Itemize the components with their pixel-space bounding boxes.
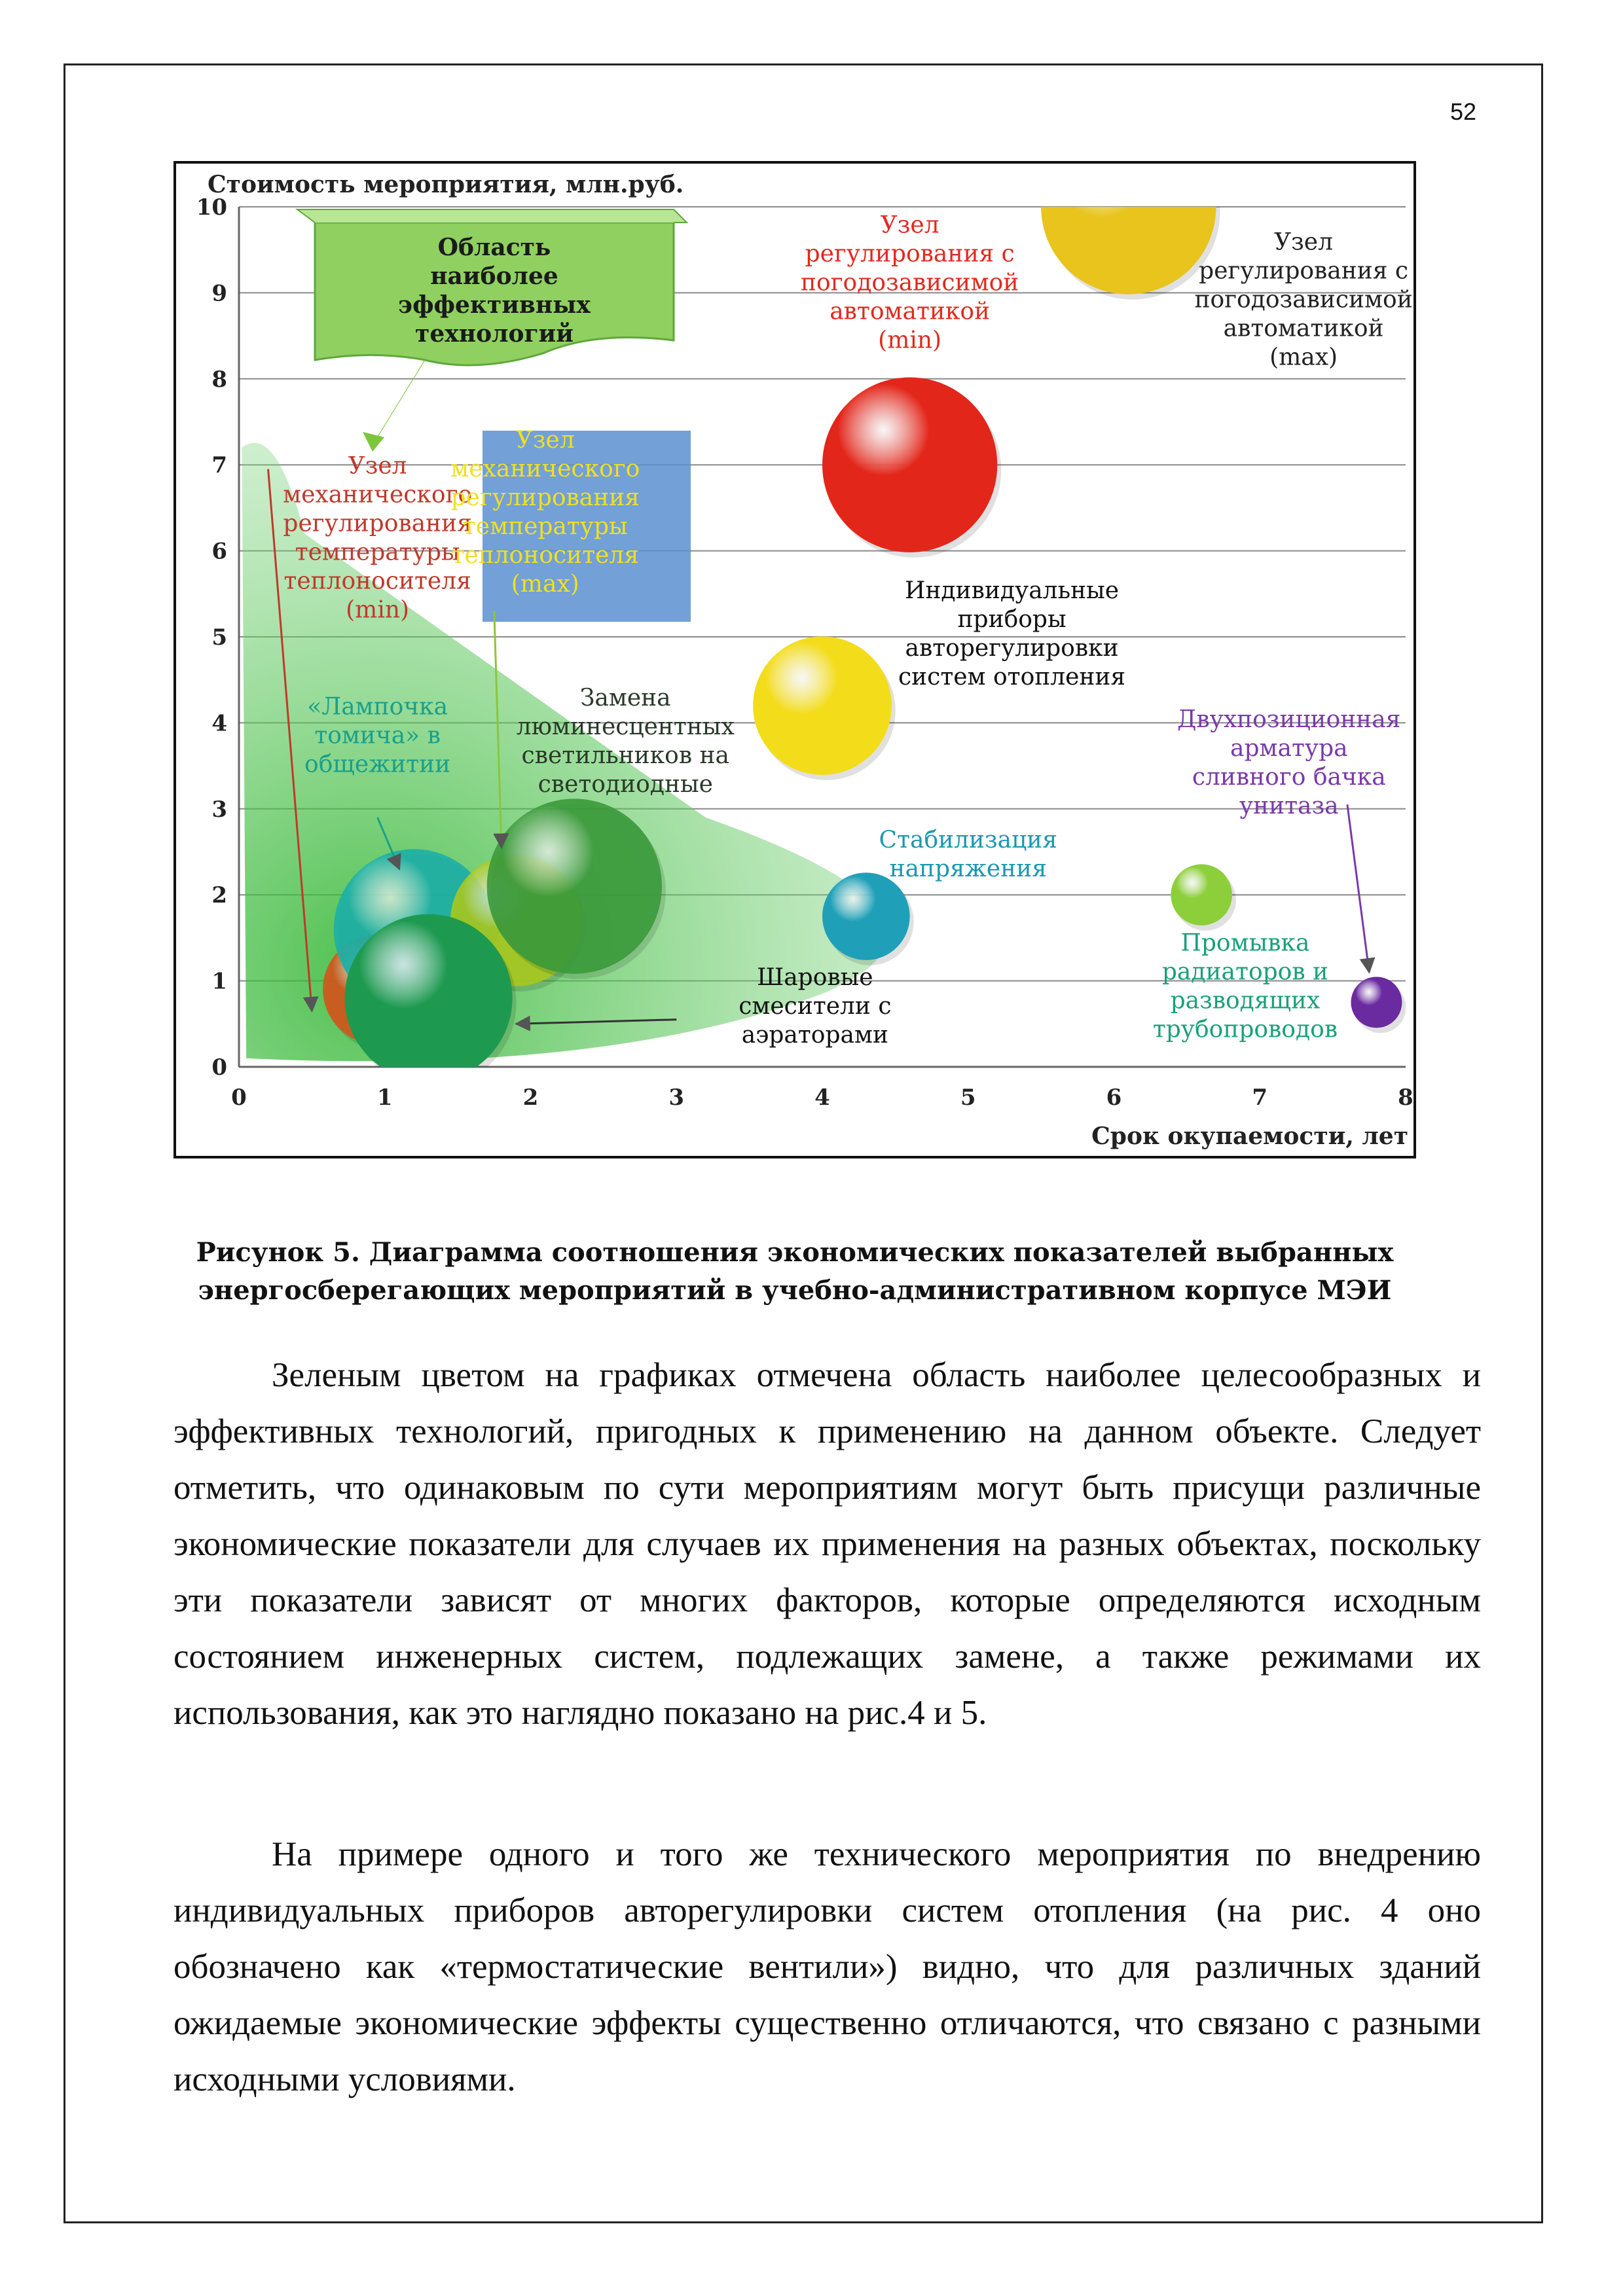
callout-text: технологий bbox=[415, 320, 574, 348]
paragraph-1-text: Зеленым цветом на графиках отмечена область наиболее целесообразных и эффективных технологий, пригодных к применению на данном объекте. Следует отметить, что одинаковым по сути мероприятиям могут быть присущи различные экономические показатели для случаев их применения на разных объектах, поскольку эти показатели зависят от многих факторов, которые определяются исходным состоянием инженерных систем, подлежащих замене, а также режимами их использования, как это наглядно показано на рис.4 и 5. bbox=[173, 1356, 1481, 1732]
bubble-label-line: регулирования с bbox=[805, 240, 1015, 268]
bubble-label-line: авторегулировки bbox=[905, 634, 1119, 662]
bubble-label bbox=[739, 964, 891, 1049]
bubble-label-line: Шаровые bbox=[757, 964, 873, 992]
bubble-label-line: температуры bbox=[462, 512, 628, 540]
bubble-label-line: механического bbox=[283, 481, 473, 509]
y-tick-label: 4 bbox=[211, 710, 227, 737]
bubble-label-line: Замена bbox=[579, 685, 671, 712]
bubble-label-line: Узел bbox=[880, 211, 939, 239]
x-tick-label: 2 bbox=[522, 1085, 539, 1111]
paragraph-2-text: На примере одного и того же технического мероприятия по внедрению индивидуальных приборов авторегулировки систем отопления (на рис. 4 оно обозначено как «термостатические вентили») видно, что для различных зданий ожидаемые экономические эффекты существенно отличаются, что связано с разными исходными условиями. bbox=[173, 1835, 1481, 2098]
bubble-label-line: напряжения bbox=[889, 855, 1047, 882]
bubble-label-line: Двухпозиционная bbox=[1177, 706, 1401, 733]
bubble bbox=[1171, 864, 1232, 925]
bubble-label-line: механического bbox=[450, 455, 640, 482]
bubble-label-line: разводящих bbox=[1170, 987, 1321, 1014]
callout-curl bbox=[297, 209, 687, 223]
bubble-label-line: радиаторов и bbox=[1161, 958, 1329, 986]
paragraph-2 bbox=[173, 1826, 1481, 2108]
bubble-label-line: (min) bbox=[346, 596, 410, 624]
bubble-label-line: сливного бачка bbox=[1192, 763, 1386, 791]
bubble-label-line: Узел bbox=[348, 452, 407, 480]
y-tick-label: 7 bbox=[211, 452, 227, 479]
y-tick-label: 3 bbox=[211, 796, 227, 823]
bubble-label-line: аэраторами bbox=[741, 1022, 888, 1049]
bubble-label-line: светодиодные bbox=[538, 771, 713, 798]
caption-line-2: энергосберегающих мероприятий в учебно-административном корпусе МЭИ bbox=[198, 1275, 1392, 1306]
callout-text: эффективных bbox=[398, 291, 591, 319]
x-tick-label: 4 bbox=[814, 1085, 830, 1111]
x-tick-label: 1 bbox=[376, 1085, 393, 1111]
bubble-label-line: погодозависимой bbox=[1194, 286, 1413, 314]
bubble bbox=[822, 872, 910, 960]
bubble-label-line: светильников на bbox=[521, 742, 730, 770]
bubble-label-line: (max) bbox=[511, 570, 579, 598]
y-tick-label: 2 bbox=[211, 882, 227, 909]
bubble bbox=[487, 798, 662, 973]
bubble-label-line: Промывка bbox=[1180, 929, 1310, 957]
bubble-label-line: систем отопления bbox=[898, 663, 1126, 691]
bubble-label-line: трубопроводов bbox=[1152, 1016, 1338, 1043]
y-tick-label: 10 bbox=[196, 194, 227, 221]
y-tick-label: 5 bbox=[211, 624, 227, 651]
bubble bbox=[822, 378, 997, 552]
y-tick-label: 0 bbox=[211, 1054, 227, 1081]
bubble-label-line: теплоносителя bbox=[451, 541, 639, 569]
bubble-label-line: регулирования с bbox=[1199, 257, 1409, 285]
x-tick-label: 0 bbox=[231, 1085, 247, 1111]
bubble-label-line: Узел bbox=[515, 426, 575, 454]
bubble-label-line: арматура bbox=[1230, 734, 1348, 762]
bubble-chart bbox=[173, 161, 1416, 1158]
bubble-label-line: Узел bbox=[1274, 228, 1333, 256]
bubble-label-line: регулирования bbox=[450, 484, 640, 511]
caption-line-1: Рисунок 5. Диаграмма соотношения экономических показателей выбранных bbox=[196, 1237, 1394, 1268]
x-tick-label: 7 bbox=[1252, 1085, 1268, 1111]
bubble bbox=[344, 914, 512, 1082]
chart-svg bbox=[176, 164, 1413, 1156]
y-tick-label: 8 bbox=[211, 366, 227, 393]
bubble-label bbox=[304, 693, 450, 778]
y-tick-label: 6 bbox=[211, 538, 227, 565]
bubble-label-line: томича» в bbox=[314, 722, 441, 749]
bubble-label-line: приборы bbox=[957, 605, 1067, 633]
bubble-label-line: смесители с bbox=[739, 993, 892, 1020]
bubble-label-line: унитаза bbox=[1239, 792, 1339, 819]
bubble-label-line: Стабилизация bbox=[879, 826, 1057, 853]
x-tick-label: 5 bbox=[960, 1085, 976, 1111]
bubble-label-line: (min) bbox=[878, 327, 942, 354]
y-tick-label: 1 bbox=[211, 968, 227, 995]
bubble bbox=[1351, 977, 1402, 1028]
bubble-label-line: общежитии bbox=[304, 751, 451, 778]
x-axis-title: Срок окупаемости, лет bbox=[1091, 1122, 1408, 1150]
figure-caption bbox=[173, 1234, 1416, 1310]
y-axis-title: Стоимость мероприятия, млн.руб. bbox=[208, 171, 684, 198]
bubble-label-line: температуры bbox=[295, 539, 460, 566]
x-tick-label: 6 bbox=[1106, 1085, 1122, 1111]
y-tick-label: 9 bbox=[211, 280, 227, 307]
page-number: 52 bbox=[1450, 98, 1477, 125]
bubble-label-line: регулирования bbox=[283, 510, 472, 537]
bubble bbox=[753, 636, 892, 775]
bubble-label-line: погодозависимой bbox=[801, 269, 1019, 296]
bubble-label-line: Индивидуальные bbox=[905, 577, 1120, 604]
bubble-label-line: автоматикой bbox=[830, 298, 991, 325]
bubble-label-line: теплоносителя bbox=[283, 567, 471, 595]
bubble-label-line: люминесцентных bbox=[516, 713, 735, 741]
bubble-label-line: (max) bbox=[1269, 344, 1338, 371]
bubble-label-line: автоматикой bbox=[1223, 315, 1384, 342]
x-tick-label: 3 bbox=[668, 1085, 685, 1111]
x-tick-label: 8 bbox=[1398, 1085, 1413, 1111]
paragraph-1 bbox=[173, 1347, 1481, 1741]
callout-text: Область bbox=[437, 234, 551, 261]
bubble-label-line: «Лампочка bbox=[307, 693, 448, 721]
callout-text: наиболее bbox=[430, 262, 558, 290]
